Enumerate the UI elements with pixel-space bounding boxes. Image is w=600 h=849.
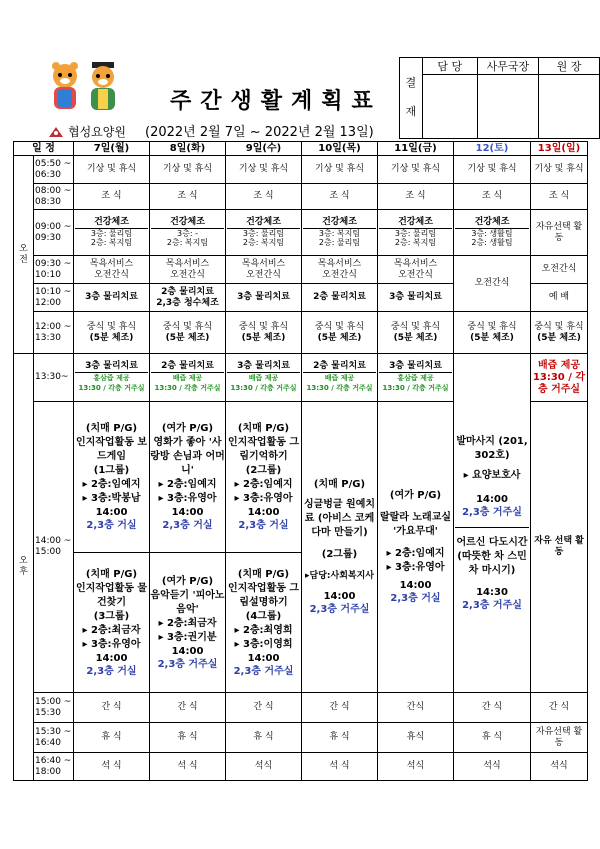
header-day: 10일(목) — [302, 142, 378, 156]
approval-label-top: 결 — [405, 76, 417, 90]
cell — [74, 354, 150, 402]
snack: 오전간식 — [246, 269, 281, 280]
activity-head: (치매 P/G) — [237, 568, 290, 580]
staff: ▸ 2층:임예지 — [386, 548, 445, 559]
snack: 오전간식 — [170, 269, 205, 280]
group: 3층: 물리팀 — [90, 228, 133, 238]
activity-name: 발마사지 (201, 302호) — [456, 435, 528, 461]
bath: 목욕서비스 — [317, 258, 362, 269]
cell: 배즙 제공 13:30 / 각층 거주실 — [531, 354, 588, 402]
cell: 기상 및 휴식 — [454, 156, 531, 184]
cell — [302, 256, 378, 284]
juice: 배즙 제공 — [172, 373, 203, 382]
cell-exercise — [454, 210, 531, 256]
cell — [531, 312, 588, 354]
activity-place: 2,3층 거실 — [390, 593, 441, 604]
cell — [226, 312, 302, 354]
approval-box — [399, 57, 600, 139]
cell: 석식 — [226, 753, 302, 781]
cell: 오전간식 — [531, 256, 588, 284]
organization-name: 협성요양원 — [68, 125, 126, 139]
cell: 간 식 — [226, 693, 302, 723]
group: 2층: 생활팀 — [471, 238, 513, 248]
time-slot: 05:50 ~ 06:30 — [34, 156, 74, 184]
page-title: 주간생활계획표 — [170, 89, 382, 114]
time-slot: 12:00 ~ 13:30 — [34, 312, 74, 354]
activity-group: (2그룹) — [321, 548, 358, 560]
activity-name: 싱글벙글 원예치료 (아비스 코케다마 만들기) — [303, 498, 376, 538]
activity-time: 14:00 — [171, 507, 204, 518]
cell: 간 식 — [150, 693, 226, 723]
staff: ▸ 3층:유영아 — [234, 493, 293, 504]
cell — [150, 256, 226, 284]
physio: 2층 물리치료 — [161, 286, 214, 297]
snack: 오전간식 — [322, 269, 357, 280]
cell — [378, 354, 454, 402]
staff: ▸ 3층:박봉남 — [82, 493, 141, 504]
cell: 석식 — [378, 753, 454, 781]
cell: 기상 및 휴식 — [74, 156, 150, 184]
juice-time: 13:30 / 각층 거주실 — [306, 384, 373, 393]
cell: 휴 식 — [454, 723, 531, 753]
cell: 3층 물리치료 — [74, 284, 150, 312]
activity-name: 인지작업활동 그림설명하기 — [227, 582, 300, 608]
header-day: 7일(월) — [74, 142, 150, 156]
approval-sign-box[interactable] — [477, 75, 538, 139]
activity-head: (여가 P/G) — [161, 423, 214, 434]
time-slot: 13:30~ — [34, 354, 74, 402]
activity-place: 2,3층 거주실 — [462, 599, 522, 611]
staff: ▸ 3층:유영아 — [82, 638, 141, 650]
cell: 기상 및 휴식 — [378, 156, 454, 184]
cell: 간 식 — [74, 693, 150, 723]
activity-time: 14:00 — [399, 580, 432, 591]
lunch: 중식 및 휴식 — [314, 321, 365, 332]
staff: ▸ 3층:유영아 — [158, 493, 217, 504]
activity-time: 14:00 — [171, 645, 204, 657]
activity-name: 인지작업활동 그림기억하기 — [227, 437, 300, 462]
cell: 휴 식 — [74, 723, 150, 753]
cell — [454, 312, 531, 354]
activity-place: 2,3층 거실 — [86, 665, 137, 677]
header-day: 8일(화) — [150, 142, 226, 156]
cell: 조 식 — [454, 184, 531, 210]
cell: 3층 물리치료 — [378, 284, 454, 312]
lunch: 중식 및 휴식 — [86, 321, 137, 332]
staff: ▸ 2층:최금자 — [82, 624, 141, 636]
activity-name: 영화가 좋아 '사랑방 손님과 어머니' — [150, 437, 225, 476]
cell — [74, 312, 150, 354]
date-range: (2022년 2월 7일 ~ 2022년 2월 13일) — [145, 125, 374, 140]
approval-role: 담 당 — [422, 58, 477, 75]
lunch: 중식 및 휴식 — [534, 321, 584, 332]
activity-place: 2,3층 거주실 — [233, 665, 294, 677]
cell — [378, 256, 454, 284]
activity-group: (2그룹) — [245, 465, 282, 476]
bath: 목욕서비스 — [393, 258, 438, 269]
activity-time: 14:00 — [95, 507, 128, 518]
activity-head: (치매 P/G) — [85, 423, 138, 434]
activity-name: 인지작업활동 보드게임 — [75, 437, 148, 462]
organization — [48, 123, 126, 140]
activity-place: 2,3층 거실 — [162, 520, 213, 531]
snack: 오전간식 — [398, 269, 433, 280]
cell: 조 식 — [226, 184, 302, 210]
cell: 3층 물리치료 — [226, 284, 302, 312]
staff: ▸ 2층:최금자 — [158, 617, 217, 629]
group: 3층: - — [177, 228, 198, 238]
staff: ▸ 3층:권기분 — [158, 631, 217, 643]
staff: ▸ 2층:최영희 — [234, 624, 293, 636]
time-slot: 10:10 ~ 12:00 — [34, 284, 74, 312]
approval-sign-box[interactable] — [422, 75, 477, 139]
exercise-label: 건강체조 — [398, 217, 433, 227]
cell-exercise — [226, 210, 302, 256]
cell-activity — [150, 402, 226, 693]
time-slot: 14:00 ~ 15:00 — [34, 402, 74, 693]
lunch: 중식 및 휴식 — [162, 321, 213, 332]
cell: 기상 및 휴식 — [226, 156, 302, 184]
header-day-saturday: 12(토) — [454, 142, 531, 156]
header — [0, 0, 600, 140]
cell — [302, 354, 378, 402]
exercise-label: 건강체조 — [246, 217, 281, 227]
cell — [302, 312, 378, 354]
staff: ▸담당:사회복지사 — [305, 570, 374, 581]
juice: 홍삼즙 제공 — [397, 373, 434, 382]
activity-time: 14:00 — [247, 507, 280, 518]
exercise: 2,3층 청수체조 — [156, 297, 219, 308]
activity-place: 2,3층 거주실 — [309, 604, 370, 616]
cell: 기상 및 휴식 — [531, 156, 588, 184]
staff: ▸ 3층:이영희 — [234, 638, 293, 650]
activity-head: (치매 P/G) — [85, 568, 138, 580]
activity-head: (여가 P/G) — [389, 490, 442, 501]
cell: 2층 물리치료 — [302, 284, 378, 312]
tiger-mascot-icon — [48, 62, 82, 112]
group: 2층: 복지팀 — [394, 238, 437, 248]
section-pm: 오후 — [14, 354, 34, 781]
physio: 2층 물리치료 — [313, 360, 366, 371]
cell — [74, 256, 150, 284]
group: 2층: 복지팀 — [166, 238, 209, 248]
cell: 석 식 — [150, 753, 226, 781]
cell: 석식 — [531, 753, 588, 781]
header-day-sunday: 13일(일) — [531, 142, 588, 156]
juice: 배즙 제공 — [324, 373, 355, 382]
juice-time: 13:30 / 각층 거주실 — [382, 384, 449, 393]
physio: 2층 물리치료 — [161, 360, 214, 371]
cell: 조 식 — [150, 184, 226, 210]
cell-free-activity: 자유 선택 활동 — [531, 402, 588, 693]
lunch: 중식 및 휴식 — [238, 321, 289, 332]
cell: 휴 식 — [302, 723, 378, 753]
group: 3층: 복지팀 — [318, 228, 361, 238]
cell-exercise — [74, 210, 150, 256]
staff: ▸ 2층:임예지 — [158, 479, 217, 490]
cell: 기상 및 휴식 — [302, 156, 378, 184]
staff: ▸ 2층:임예지 — [82, 479, 141, 490]
time-slot: 09:30 ~ 10:10 — [34, 256, 74, 284]
activity-time: 14:00 — [476, 493, 508, 505]
cell: 조 식 — [74, 184, 150, 210]
group: 3층: 생활팀 — [471, 228, 513, 238]
cell — [378, 312, 454, 354]
group: 2층: 복지팀 — [242, 238, 285, 248]
time-slot: 08:00 ~ 08:30 — [34, 184, 74, 210]
exercise-label: 건강체조 — [94, 217, 129, 227]
tiger-mascot-icon — [86, 62, 120, 112]
juice: 홍삼즙 제공 — [93, 373, 130, 382]
cell — [226, 354, 302, 402]
physio: 3층 물리치료 — [85, 360, 138, 371]
activity-name: 랄랄라 노래교실 '가요무대' — [379, 512, 452, 537]
approval-sign-box[interactable] — [538, 75, 599, 139]
cell-activity — [226, 402, 302, 693]
bath: 목욕서비스 — [241, 258, 286, 269]
cell: 자유선택 활동 — [531, 210, 588, 256]
activity-place: 2,3층 거실 — [86, 520, 137, 531]
activity-staff: ▸ 요양보호사 — [463, 469, 521, 481]
cell: 기상 및 휴식 — [150, 156, 226, 184]
five-min: (5분 체조) — [241, 332, 286, 343]
cell-activity — [74, 402, 150, 693]
cell: 자유선택 활동 — [531, 723, 588, 753]
cell: 석식 — [454, 753, 531, 781]
five-min: (5분 체조) — [470, 332, 514, 343]
schedule-table — [13, 141, 588, 781]
exercise-label: 건강체조 — [474, 217, 510, 227]
cell: 휴 식 — [150, 723, 226, 753]
cell — [150, 354, 226, 402]
juice: 배즙 제공 — [248, 373, 279, 382]
activity-time: 14:00 — [323, 591, 356, 603]
juice-time: 13:30 / 각층 거주실 — [230, 384, 297, 393]
staff: ▸ 3층:유영아 — [386, 562, 445, 573]
five-min: (5분 체조) — [165, 332, 210, 343]
group: 2층: 물리팀 — [318, 238, 361, 248]
activity-group: (4그룹) — [245, 610, 282, 622]
bath: 목욕서비스 — [165, 258, 210, 269]
cell: 휴식 — [378, 723, 454, 753]
activity-place: 2,3층 거실 — [238, 520, 289, 531]
cell: 석 식 — [302, 753, 378, 781]
org-logo-icon — [48, 126, 64, 138]
cell-sat-activity — [454, 354, 531, 693]
activity-place: 2,3층 거주실 — [462, 506, 522, 518]
time-slot: 09:00 ~ 09:30 — [34, 210, 74, 256]
activity-time: 14:00 — [247, 652, 280, 664]
cell: 간 식 — [454, 693, 531, 723]
cell — [150, 312, 226, 354]
group: 3층: 물리팀 — [394, 228, 437, 238]
activity-place: 2,3층 거주실 — [157, 658, 218, 670]
activity-name: 인지작업활동 물건찾기 — [75, 582, 148, 608]
cell: 간 식 — [531, 693, 588, 723]
activity-group: (1그룹) — [93, 465, 130, 476]
staff: ▸ 2층:임예지 — [234, 479, 293, 490]
cell: 휴 식 — [226, 723, 302, 753]
cell-activity — [302, 402, 378, 693]
header-schedule: 일 정 — [14, 142, 74, 156]
five-min: (5분 체조) — [89, 332, 134, 343]
approval-label-bottom: 재 — [405, 105, 417, 118]
group: 2층: 복지팀 — [90, 238, 133, 248]
cell-activity — [378, 402, 454, 693]
time-slot: 15:00 ~ 15:30 — [34, 693, 74, 723]
five-min: (5분 체조) — [317, 332, 362, 343]
bath: 목욕서비스 — [89, 258, 134, 269]
cell: 조 식 — [378, 184, 454, 210]
cell: 오전간식 — [454, 256, 531, 312]
activity-time: 14:30 — [476, 586, 508, 598]
approval-role: 사무국장 — [477, 58, 538, 75]
approval-label — [400, 58, 423, 139]
time-slot: 16:40 ~ 18:00 — [34, 753, 74, 781]
snack: 오전간식 — [94, 269, 129, 280]
cell — [150, 284, 226, 312]
cell — [226, 256, 302, 284]
juice-time: 13:30 / 각층 거주실 — [78, 384, 145, 393]
cell: 간 식 — [302, 693, 378, 723]
lunch: 중식 및 휴식 — [467, 321, 517, 332]
activity-head: (치매 P/G) — [237, 423, 290, 434]
header-day: 9일(수) — [226, 142, 302, 156]
section-am: 오전 — [14, 156, 34, 354]
cell-exercise — [302, 210, 378, 256]
cell: 조 식 — [531, 184, 588, 210]
lunch: 중식 및 휴식 — [390, 321, 441, 332]
five-min: (5분 체조) — [393, 332, 438, 343]
cell: 간식 — [378, 693, 454, 723]
exercise-label: 건강체조 — [322, 217, 357, 227]
time-slot: 15:30 ~ 16:40 — [34, 723, 74, 753]
physio: 3층 물리치료 — [237, 360, 290, 371]
header-day: 11일(금) — [378, 142, 454, 156]
exercise-label: 건강체조 — [170, 217, 205, 227]
activity-group: (3그룹) — [93, 610, 130, 622]
five-min: (5분 체조) — [537, 332, 581, 343]
approval-role: 원 장 — [538, 58, 599, 75]
activity-head: (여가 P/G) — [161, 575, 214, 587]
juice-time: 13:30 / 각층 거주실 — [154, 384, 221, 393]
cell-exercise — [378, 210, 454, 256]
cell: 예 배 — [531, 284, 588, 312]
activity-name: 음악듣기 '피아노음악' — [150, 589, 225, 615]
cell-exercise — [150, 210, 226, 256]
group: 3층: 물리팀 — [242, 228, 285, 238]
activity-head: (치매 P/G) — [313, 478, 366, 490]
activity-time: 14:00 — [95, 652, 128, 664]
physio: 3층 물리치료 — [389, 360, 442, 371]
cell: 조 식 — [302, 184, 378, 210]
cell: 석 식 — [74, 753, 150, 781]
activity-name: 어르신 다도시간 (따뜻한 차 스민차 마시기) — [456, 536, 528, 576]
